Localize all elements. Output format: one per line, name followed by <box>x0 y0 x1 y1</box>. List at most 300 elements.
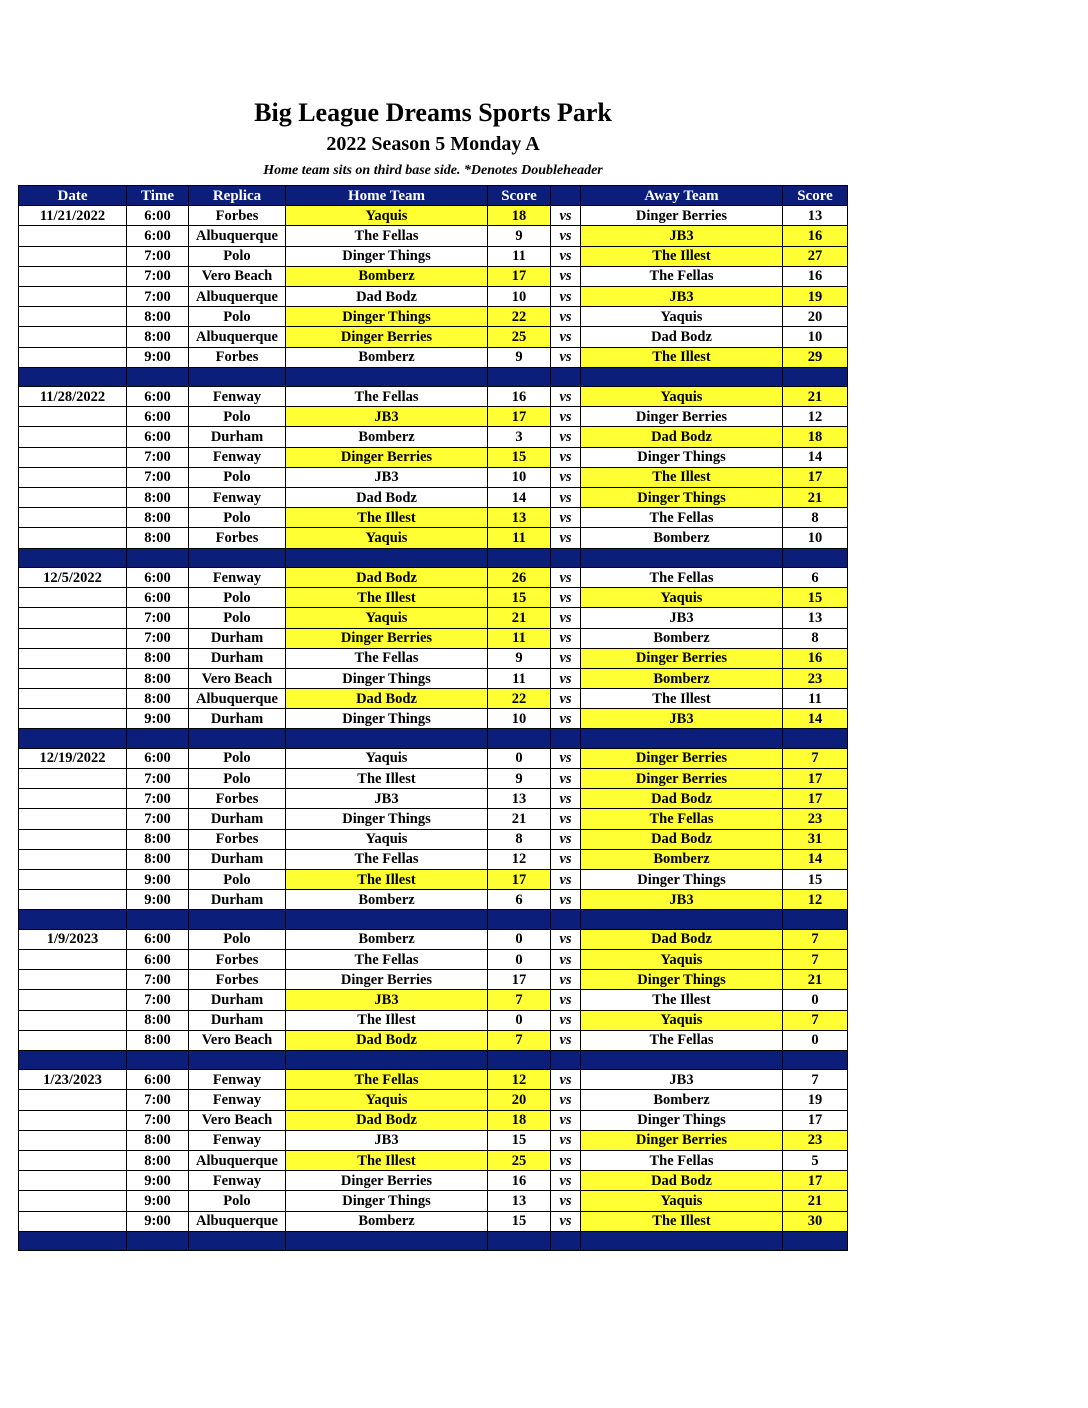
vs-label: vs <box>551 447 581 467</box>
vs-label: vs <box>551 849 581 869</box>
home-team: Bomberz <box>286 929 488 949</box>
game-time: 8:00 <box>127 1130 189 1150</box>
game-row <box>19 1030 848 1050</box>
game-replica: Forbes <box>189 949 286 969</box>
divider-cell <box>19 367 127 386</box>
vs-label: vs <box>551 427 581 447</box>
away-team: Dad Bodz <box>581 1171 783 1191</box>
game-time: 6:00 <box>127 929 189 949</box>
home-team: Yaquis <box>286 528 488 548</box>
away-score: 23 <box>783 809 848 829</box>
col-header-home-score: Score <box>488 186 551 206</box>
week-divider <box>19 910 848 929</box>
away-score: 13 <box>783 608 848 628</box>
away-team: The Illest <box>581 467 783 487</box>
away-team: Dinger Berries <box>581 1130 783 1150</box>
game-date <box>19 949 127 969</box>
game-row <box>19 809 848 829</box>
home-team: Dad Bodz <box>286 286 488 306</box>
away-score: 0 <box>783 1030 848 1050</box>
col-header-away-team: Away Team <box>581 186 783 206</box>
home-team: The Illest <box>286 588 488 608</box>
vs-label: vs <box>551 246 581 266</box>
divider-cell <box>783 548 848 567</box>
game-time: 7:00 <box>127 970 189 990</box>
game-row <box>19 769 848 789</box>
divider-cell <box>189 910 286 929</box>
table-header-row <box>19 186 848 206</box>
home-team: Dad Bodz <box>286 689 488 709</box>
game-row <box>19 1171 848 1191</box>
away-score: 21 <box>783 1191 848 1211</box>
game-replica: Polo <box>189 307 286 327</box>
game-time: 8:00 <box>127 508 189 528</box>
game-time: 8:00 <box>127 1030 189 1050</box>
divider-cell <box>286 910 488 929</box>
away-score: 14 <box>783 447 848 467</box>
game-replica: Fenway <box>189 1171 286 1191</box>
vs-label: vs <box>551 829 581 849</box>
home-team: Dad Bodz <box>286 1030 488 1050</box>
home-team: Dinger Berries <box>286 628 488 648</box>
away-team: JB3 <box>581 226 783 246</box>
game-replica: Polo <box>189 467 286 487</box>
game-time: 8:00 <box>127 1151 189 1171</box>
vs-label: vs <box>551 1151 581 1171</box>
game-date <box>19 226 127 246</box>
vs-label: vs <box>551 508 581 528</box>
game-date <box>19 689 127 709</box>
away-team: Dinger Things <box>581 1110 783 1130</box>
col-header-away-score: Score <box>783 186 848 206</box>
away-score: 7 <box>783 748 848 768</box>
home-team: Dinger Things <box>286 668 488 688</box>
home-score: 21 <box>488 809 551 829</box>
game-date <box>19 869 127 889</box>
game-time: 6:00 <box>127 567 189 587</box>
col-header-date: Date <box>19 186 127 206</box>
game-row <box>19 608 848 628</box>
week-divider <box>19 1050 848 1069</box>
divider-cell <box>551 910 581 929</box>
game-time: 6:00 <box>127 949 189 969</box>
game-replica: Vero Beach <box>189 266 286 286</box>
away-score: 17 <box>783 789 848 809</box>
home-score: 9 <box>488 648 551 668</box>
home-team: Dinger Things <box>286 809 488 829</box>
week-divider <box>19 367 848 386</box>
home-score: 21 <box>488 608 551 628</box>
game-date <box>19 1171 127 1191</box>
game-replica: Polo <box>189 748 286 768</box>
game-replica: Vero Beach <box>189 668 286 688</box>
game-row <box>19 1151 848 1171</box>
divider-cell <box>127 1231 189 1250</box>
away-team: Dad Bodz <box>581 327 783 347</box>
game-replica: Polo <box>189 929 286 949</box>
vs-label: vs <box>551 206 581 226</box>
away-score: 14 <box>783 849 848 869</box>
vs-label: vs <box>551 528 581 548</box>
home-score: 0 <box>488 748 551 768</box>
game-replica: Polo <box>189 588 286 608</box>
vs-label: vs <box>551 1191 581 1211</box>
away-score: 18 <box>783 427 848 447</box>
home-score: 15 <box>488 1211 551 1231</box>
divider-cell <box>581 1231 783 1250</box>
game-time: 7:00 <box>127 990 189 1010</box>
home-score: 17 <box>488 869 551 889</box>
away-score: 0 <box>783 990 848 1010</box>
game-time: 8:00 <box>127 307 189 327</box>
divider-cell <box>286 1231 488 1250</box>
game-time: 8:00 <box>127 668 189 688</box>
game-time: 9:00 <box>127 869 189 889</box>
vs-label: vs <box>551 347 581 367</box>
divider-cell <box>189 1231 286 1250</box>
away-team: Dad Bodz <box>581 789 783 809</box>
away-team: JB3 <box>581 286 783 306</box>
home-score: 17 <box>488 407 551 427</box>
divider-cell <box>19 1231 127 1250</box>
game-time: 7:00 <box>127 789 189 809</box>
home-score: 22 <box>488 689 551 709</box>
home-team: Bomberz <box>286 890 488 910</box>
game-replica: Vero Beach <box>189 1030 286 1050</box>
away-team: The Fellas <box>581 266 783 286</box>
away-score: 11 <box>783 689 848 709</box>
game-time: 8:00 <box>127 829 189 849</box>
game-replica: Durham <box>189 427 286 447</box>
vs-label: vs <box>551 1090 581 1110</box>
game-date <box>19 1191 127 1211</box>
game-date <box>19 809 127 829</box>
home-team: The Fellas <box>286 949 488 969</box>
game-row <box>19 628 848 648</box>
vs-label: vs <box>551 1110 581 1130</box>
home-team: Yaquis <box>286 829 488 849</box>
away-score: 16 <box>783 648 848 668</box>
vs-label: vs <box>551 1070 581 1090</box>
away-score: 12 <box>783 890 848 910</box>
home-score: 20 <box>488 1090 551 1110</box>
game-replica: Durham <box>189 628 286 648</box>
game-time: 8:00 <box>127 849 189 869</box>
game-date <box>19 990 127 1010</box>
home-score: 0 <box>488 1010 551 1030</box>
vs-label: vs <box>551 1010 581 1030</box>
home-team: Dinger Berries <box>286 1171 488 1191</box>
game-replica: Durham <box>189 990 286 1010</box>
away-score: 17 <box>783 769 848 789</box>
vs-label: vs <box>551 990 581 1010</box>
game-date <box>19 467 127 487</box>
vs-label: vs <box>551 709 581 729</box>
away-team: Bomberz <box>581 668 783 688</box>
game-date <box>19 347 127 367</box>
home-team: JB3 <box>286 467 488 487</box>
game-replica: Albuquerque <box>189 286 286 306</box>
game-time: 9:00 <box>127 890 189 910</box>
game-replica: Albuquerque <box>189 1211 286 1231</box>
game-row <box>19 1110 848 1130</box>
vs-label: vs <box>551 1030 581 1050</box>
home-score: 11 <box>488 246 551 266</box>
vs-label: vs <box>551 266 581 286</box>
game-time: 6:00 <box>127 588 189 608</box>
game-replica: Albuquerque <box>189 327 286 347</box>
game-replica: Durham <box>189 709 286 729</box>
game-date: 1/9/2023 <box>19 929 127 949</box>
divider-cell <box>19 910 127 929</box>
divider-cell <box>551 1231 581 1250</box>
home-team: Yaquis <box>286 1090 488 1110</box>
vs-label: vs <box>551 890 581 910</box>
game-replica: Albuquerque <box>189 226 286 246</box>
away-team: The Illest <box>581 689 783 709</box>
game-time: 9:00 <box>127 1211 189 1231</box>
week-divider <box>19 1231 848 1250</box>
game-date <box>19 970 127 990</box>
home-score: 11 <box>488 628 551 648</box>
game-time: 7:00 <box>127 608 189 628</box>
game-row <box>19 246 848 266</box>
home-score: 13 <box>488 508 551 528</box>
home-score: 15 <box>488 447 551 467</box>
game-date <box>19 769 127 789</box>
home-score: 9 <box>488 226 551 246</box>
vs-label: vs <box>551 769 581 789</box>
away-team: Dad Bodz <box>581 929 783 949</box>
game-date: 11/28/2022 <box>19 387 127 407</box>
away-team: The Illest <box>581 990 783 1010</box>
home-team: Yaquis <box>286 748 488 768</box>
game-replica: Durham <box>189 648 286 668</box>
game-time: 7:00 <box>127 1110 189 1130</box>
schedule-body <box>19 206 848 1251</box>
away-team: Yaquis <box>581 1010 783 1030</box>
away-team: Yaquis <box>581 1191 783 1211</box>
home-team: The Fellas <box>286 648 488 668</box>
game-time: 8:00 <box>127 488 189 508</box>
game-date: 11/21/2022 <box>19 206 127 226</box>
divider-cell <box>551 367 581 386</box>
game-row <box>19 447 848 467</box>
vs-label: vs <box>551 608 581 628</box>
game-date: 12/19/2022 <box>19 748 127 768</box>
game-time: 8:00 <box>127 528 189 548</box>
home-team: JB3 <box>286 1130 488 1150</box>
home-team: The Fellas <box>286 1070 488 1090</box>
vs-label: vs <box>551 1211 581 1231</box>
game-date <box>19 608 127 628</box>
game-row <box>19 709 848 729</box>
game-date <box>19 1030 127 1050</box>
home-score: 10 <box>488 286 551 306</box>
away-score: 19 <box>783 1090 848 1110</box>
game-date <box>19 447 127 467</box>
game-date: 1/23/2023 <box>19 1070 127 1090</box>
game-replica: Forbes <box>189 970 286 990</box>
divider-cell <box>783 729 848 748</box>
vs-label: vs <box>551 1130 581 1150</box>
game-time: 7:00 <box>127 809 189 829</box>
game-time: 7:00 <box>127 769 189 789</box>
game-replica: Fenway <box>189 1130 286 1150</box>
vs-label: vs <box>551 809 581 829</box>
game-replica: Vero Beach <box>189 1110 286 1130</box>
home-team: Dinger Things <box>286 1191 488 1211</box>
away-score: 12 <box>783 407 848 427</box>
game-replica: Fenway <box>189 567 286 587</box>
game-date <box>19 1110 127 1130</box>
game-replica: Forbes <box>189 789 286 809</box>
away-score: 19 <box>783 286 848 306</box>
game-row <box>19 206 848 226</box>
home-team: Dad Bodz <box>286 567 488 587</box>
away-score: 7 <box>783 1070 848 1090</box>
divider-cell <box>783 367 848 386</box>
away-team: The Illest <box>581 1211 783 1231</box>
home-team: The Illest <box>286 508 488 528</box>
home-score: 3 <box>488 427 551 447</box>
game-row <box>19 1070 848 1090</box>
divider-cell <box>127 367 189 386</box>
page-note: Home team sits on third base side. *Denotes Doubleheader <box>263 163 603 178</box>
vs-label: vs <box>551 307 581 327</box>
week-divider <box>19 729 848 748</box>
game-replica: Durham <box>189 809 286 829</box>
home-team: Bomberz <box>286 347 488 367</box>
divider-cell <box>488 729 551 748</box>
game-date <box>19 407 127 427</box>
game-row <box>19 226 848 246</box>
away-score: 7 <box>783 949 848 969</box>
game-row <box>19 990 848 1010</box>
away-team: Dad Bodz <box>581 829 783 849</box>
game-time: 9:00 <box>127 1171 189 1191</box>
game-date <box>19 266 127 286</box>
game-replica: Forbes <box>189 829 286 849</box>
home-score: 26 <box>488 567 551 587</box>
game-replica: Fenway <box>189 1090 286 1110</box>
game-time: 8:00 <box>127 689 189 709</box>
home-score: 11 <box>488 668 551 688</box>
home-score: 7 <box>488 990 551 1010</box>
game-date <box>19 508 127 528</box>
game-date <box>19 488 127 508</box>
game-row <box>19 427 848 447</box>
game-row <box>19 648 848 668</box>
game-time: 7:00 <box>127 447 189 467</box>
away-score: 23 <box>783 668 848 688</box>
divider-cell <box>783 1231 848 1250</box>
home-score: 16 <box>488 387 551 407</box>
away-score: 21 <box>783 387 848 407</box>
game-date <box>19 648 127 668</box>
vs-label: vs <box>551 748 581 768</box>
game-time: 6:00 <box>127 226 189 246</box>
home-score: 8 <box>488 829 551 849</box>
game-time: 7:00 <box>127 286 189 306</box>
page-title: Big League Dreams Sports Park <box>254 98 612 127</box>
away-score: 31 <box>783 829 848 849</box>
game-replica: Durham <box>189 890 286 910</box>
game-row <box>19 327 848 347</box>
away-score: 7 <box>783 929 848 949</box>
home-team: Dinger Things <box>286 709 488 729</box>
week-divider <box>19 548 848 567</box>
away-team: Dinger Things <box>581 970 783 990</box>
game-replica: Durham <box>189 849 286 869</box>
col-header-vs <box>551 186 581 206</box>
game-time: 6:00 <box>127 387 189 407</box>
away-score: 14 <box>783 709 848 729</box>
game-replica: Polo <box>189 869 286 889</box>
home-team: Dinger Berries <box>286 970 488 990</box>
divider-cell <box>189 1050 286 1069</box>
away-team: The Fellas <box>581 809 783 829</box>
divider-cell <box>581 367 783 386</box>
away-team: Yaquis <box>581 307 783 327</box>
away-score: 21 <box>783 970 848 990</box>
game-replica: Fenway <box>189 1070 286 1090</box>
game-row <box>19 266 848 286</box>
game-date <box>19 246 127 266</box>
game-row <box>19 407 848 427</box>
away-team: Dinger Things <box>581 447 783 467</box>
home-team: Dad Bodz <box>286 1110 488 1130</box>
home-score: 6 <box>488 890 551 910</box>
game-row <box>19 508 848 528</box>
game-date <box>19 668 127 688</box>
away-team: Yaquis <box>581 387 783 407</box>
away-team: Bomberz <box>581 1090 783 1110</box>
home-score: 25 <box>488 327 551 347</box>
game-date <box>19 1010 127 1030</box>
divider-cell <box>127 1050 189 1069</box>
home-team: Dinger Berries <box>286 447 488 467</box>
game-replica: Polo <box>189 608 286 628</box>
home-score: 12 <box>488 1070 551 1090</box>
game-row <box>19 1090 848 1110</box>
game-replica: Fenway <box>189 447 286 467</box>
col-header-time: Time <box>127 186 189 206</box>
away-team: The Fellas <box>581 508 783 528</box>
divider-cell <box>19 1050 127 1069</box>
vs-label: vs <box>551 970 581 990</box>
home-team: The Fellas <box>286 849 488 869</box>
home-team: Bomberz <box>286 427 488 447</box>
game-row <box>19 1010 848 1030</box>
home-score: 15 <box>488 1130 551 1150</box>
away-team: JB3 <box>581 608 783 628</box>
home-team: Bomberz <box>286 266 488 286</box>
game-row <box>19 1191 848 1211</box>
divider-cell <box>581 910 783 929</box>
game-date <box>19 1211 127 1231</box>
divider-cell <box>189 729 286 748</box>
home-team: The Illest <box>286 869 488 889</box>
divider-cell <box>581 548 783 567</box>
game-time: 6:00 <box>127 407 189 427</box>
home-score: 15 <box>488 588 551 608</box>
home-team: Dinger Berries <box>286 327 488 347</box>
home-score: 0 <box>488 949 551 969</box>
home-score: 10 <box>488 467 551 487</box>
away-score: 17 <box>783 1110 848 1130</box>
away-score: 10 <box>783 528 848 548</box>
